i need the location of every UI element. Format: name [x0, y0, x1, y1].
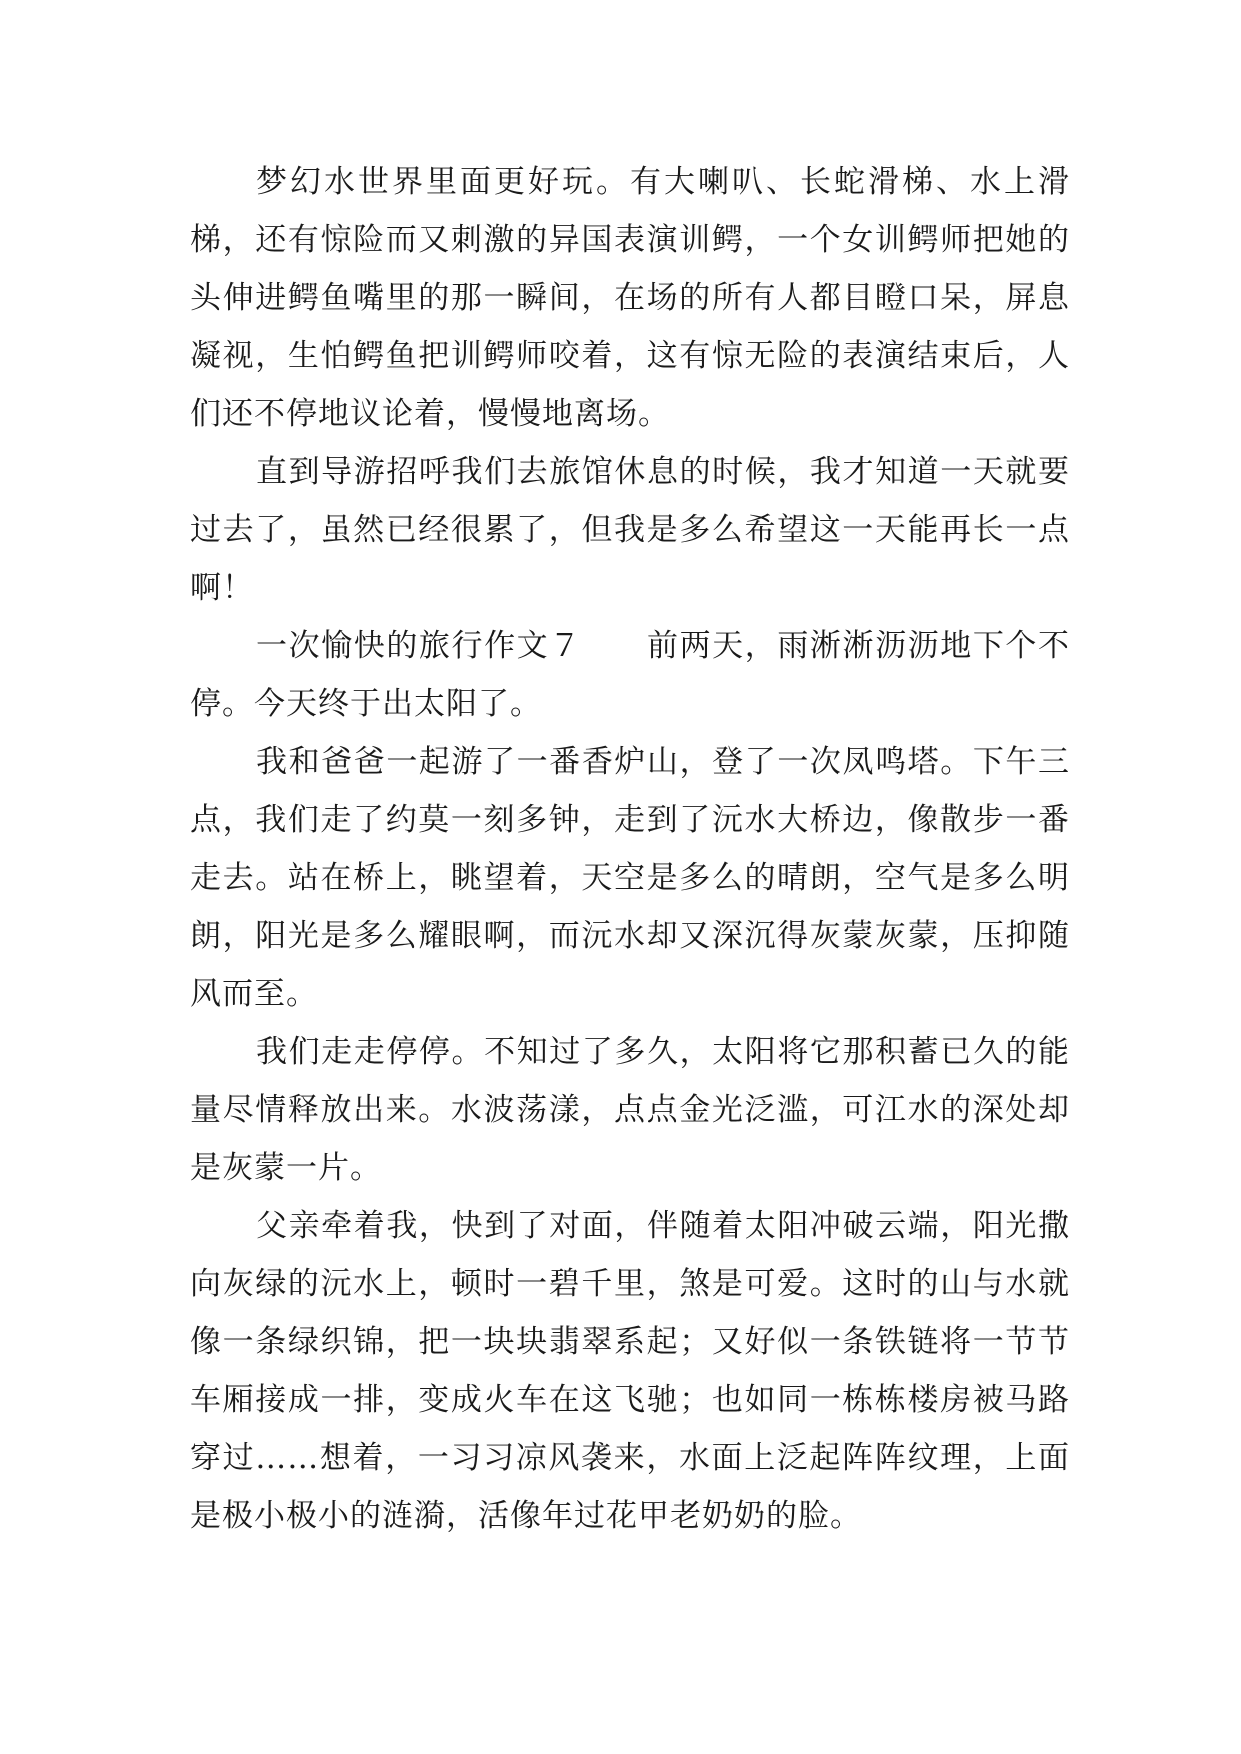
paragraph-water-world: 梦幻水世界里面更好玩。有大喇叭、长蛇滑梯、水上滑梯，还有惊险而又刺激的异国表演训鳄，一个女训鳄师把她的头伸进鳄鱼嘴里的那一瞬间，在场的所有人都目瞪口呆，屏息凝视，生怕鳄鱼把训鳄师咬着，这有惊无险的表演结束后，人们还不停地议论着，慢慢地离场。	[190, 164, 1070, 432]
paragraph-hotel-rest: 直到导游招呼我们去旅馆休息的时候，我才知道一天就要过去了，虽然已经很累了，但我是多么希望这一天能再长一点啊！	[190, 454, 1070, 606]
document-body	[190, 153, 1070, 1545]
paragraph-father-river: 父亲牵着我，快到了对面，伴随着太阳冲破云端，阳光撒向灰绿的沅水上，顿时一碧千里，煞是可爱。这时的山与水就像一条绿织锦，把一块块翡翠系起；又好似一条铁链将一节节车厢接成一排，变成火车在这飞驰；也如同一栋栋楼房被马路穿过……想着，一习习凉风袭来，水面上泛起阵阵纹理，上面是极小极小的涟漪，活像年过花甲老奶奶的脸。	[190, 1208, 1070, 1534]
paragraph-essay-7-opening: 一次愉快的旅行作文７ 前两天，雨淅淅沥沥地下个不停。今天终于出太阳了。	[190, 628, 1070, 722]
paragraph-bridge-walk: 我和爸爸一起游了一番香炉山，登了一次凤鸣塔。下午三点，我们走了约莫一刻多钟，走到了沅水大桥边，像散步一番走去。站在桥上，眺望着，天空是多么的晴朗，空气是多么明朗，阳光是多么耀眼啊，而沅水却又深沉得灰蒙灰蒙，压抑随风而至。	[190, 744, 1070, 1012]
paragraph-sun-release: 我们走走停停。不知过了多久，太阳将它那积蓄已久的能量尽情释放出来。水波荡漾，点点金光泛滥，可江水的深处却是灰蒙一片。	[190, 1034, 1070, 1186]
